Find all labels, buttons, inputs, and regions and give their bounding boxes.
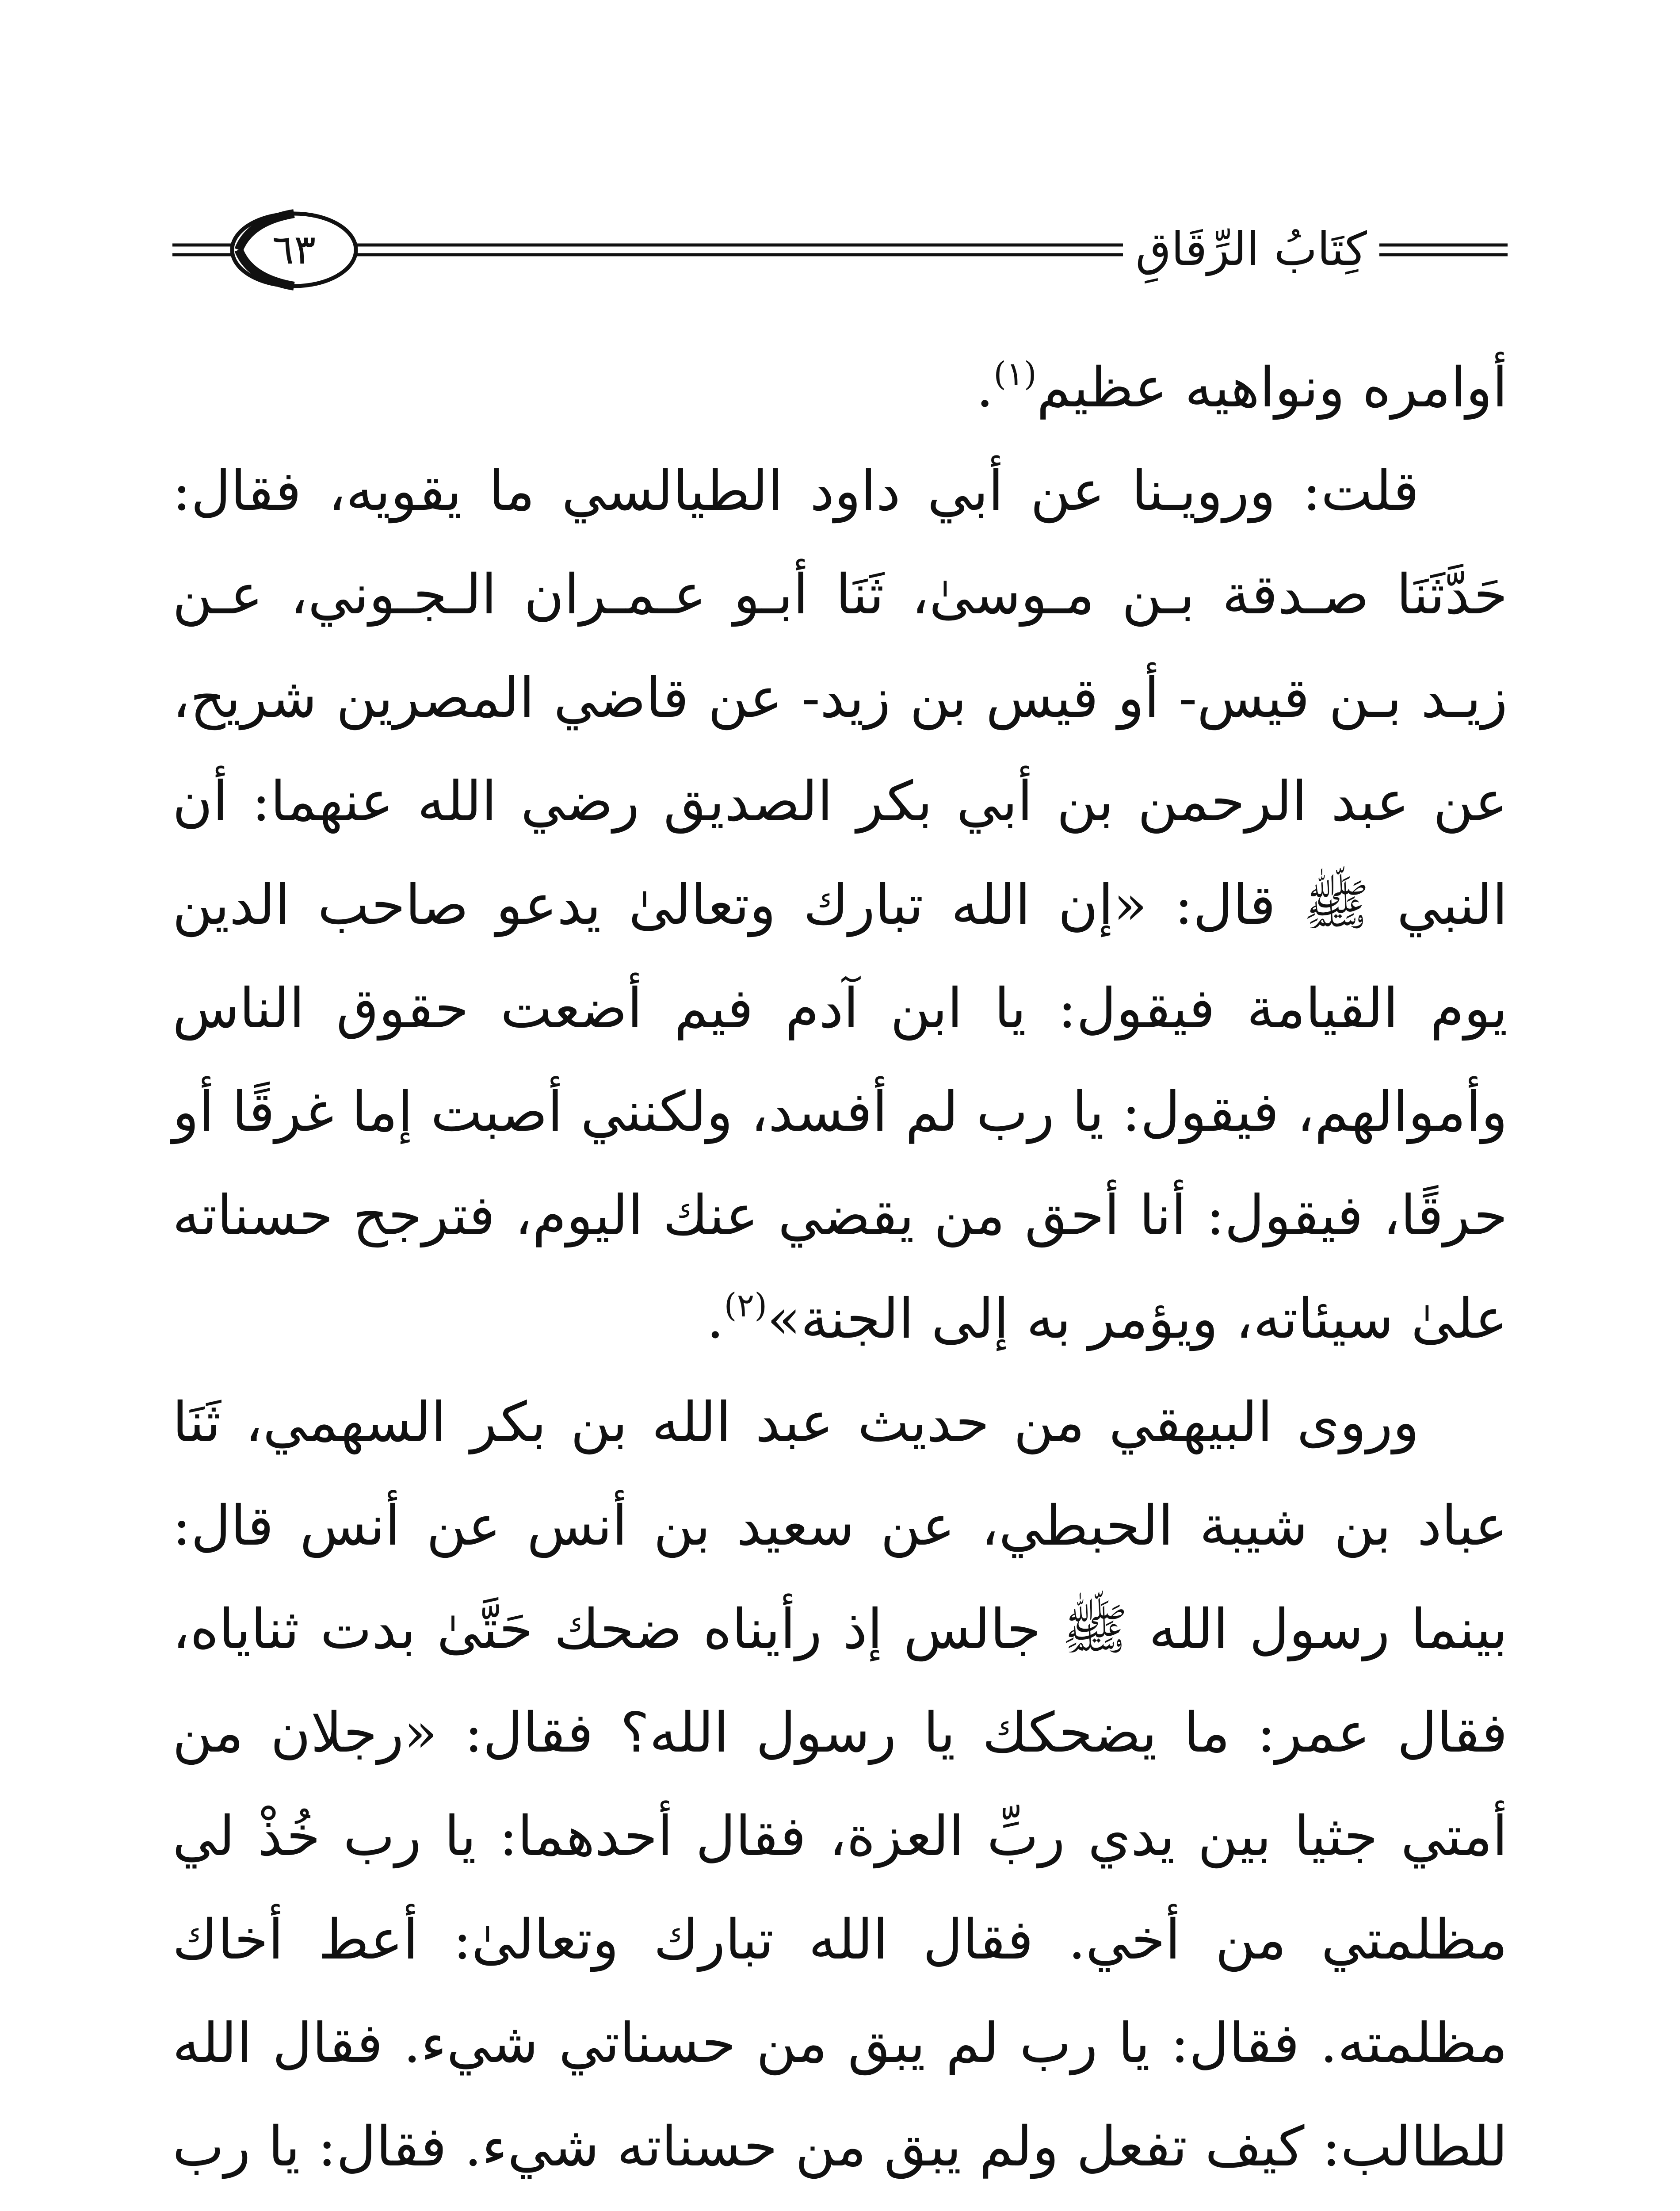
book-title: كِتَابُ الرِّقَاقِ bbox=[1123, 216, 1379, 282]
footnote-reference: (٢) bbox=[724, 1286, 767, 1324]
paragraph bbox=[172, 336, 1508, 440]
paragraph bbox=[172, 440, 1508, 1371]
paragraph-text: وروى البيهقي من حديث عبد الله بن بكر السهمي، ثَنَا عباد بن شيبة الحبطي، عن سعيد بن أنس عن أنس قال: بينما رسول الله ﷺ جالس إذ رأيناه ضحك حَتَّىٰ بدت ثناياه، فقال عمر: ما يضحكك يا رسول الله؟ فقال: «رجلان من أمتي جثيا بين يدي ربِّ العزة، فقال أحدهما: يا رب خُذْ لي مظلمتي من أخي. فقال الله تبارك وتعالىٰ: أعط أخاك مظلمته. فقال: يا رب لم يبق من حسناتي شيء. فقال الله للطالب: كيف تفعل ولم يبق من حسناته شيء. فقال: يا رب bbox=[172, 1391, 1508, 2179]
paragraph-text: . bbox=[976, 356, 994, 420]
page-number: ٦٣ bbox=[272, 226, 316, 273]
page-header bbox=[172, 208, 1508, 296]
footnote-reference: (١) bbox=[993, 355, 1037, 393]
paragraph-text: أوامره ونواهيه عظيم bbox=[1036, 356, 1508, 420]
paragraph bbox=[172, 1371, 1508, 2211]
paragraph-text: قلت: ورويـنا عن أبي داود الطيالسي ما يقويه، فقال: حَدَّثَنَا صـدقة بـن مـوسىٰ، ثَنَا أبـو عـمـران الـجـوني، عـن زيـد بـن قيس- أو قيس بن زيد- عن قاضي المصرين شريح، عن عبد الرحمن بن أبي بكر الصديق رضي الله عنهما: أن النبي ﷺ قال: «إن الله تبارك وتعالىٰ يدعو صاحب الدين يوم القيامة فيقول: يا ابن آدم فيم أضعت حقوق الناس وأموالهم، فيقول: يا رب لم أفسد، ولكنني أصبت إما غرقًا أو حرقًا، فيقول: أنا أحق من يقضي عنك اليوم، فترجح حسناته علىٰ سيئاته، ويؤمر به إلى الجنة» bbox=[172, 459, 1508, 1351]
main-text bbox=[172, 336, 1508, 2211]
paragraph-text: . bbox=[706, 1287, 724, 1351]
